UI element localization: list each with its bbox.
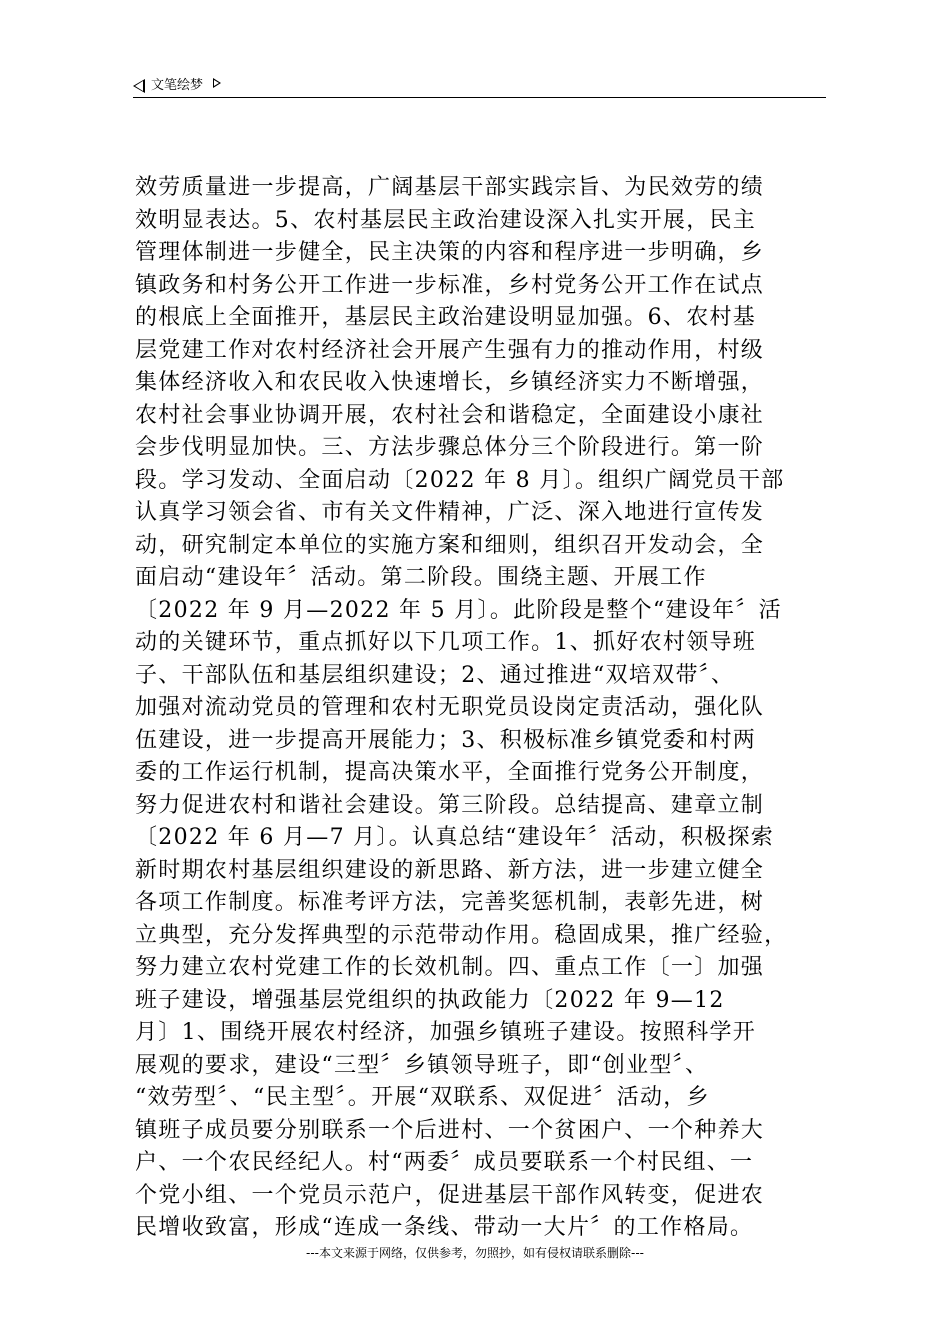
body-line: 动的关键环节，重点抓好以下几项工作。1、抓好农村领导班: [135, 630, 757, 655]
body-line: 面启动“建设年〞活动。第二阶段。围绕主题、开展工作: [135, 565, 707, 590]
body-line: 效明显表达。5、农村基层民主政治建设深入扎实开展，民主: [135, 207, 757, 233]
body-line: 立典型，充分发挥典型的示范带动作用。稳固成果，推广经验，: [135, 922, 788, 948]
body-line: 加强对流动党员的管理和农村无职党员设岗定责活动，强化队: [135, 695, 765, 720]
left-triangle-icon: [133, 79, 145, 93]
body-line: 层党建工作对农村经济社会开展产生强有力的推动作用，村级: [135, 337, 765, 363]
body-line: 子、干部队伍和基层组织建设；2、通过推进“双培双带〞、: [135, 662, 735, 688]
header-title: 文笔绘梦: [151, 78, 204, 93]
document-body: [135, 172, 835, 1245]
body-line: 伍建设，进一步提高开展能力；3、积极标准乡镇党委和村两: [135, 727, 757, 753]
body-line: 认真学习领会省、市有关文件精神，广泛、深入地进行宣传发: [135, 500, 765, 525]
body-line: 个党小组、一个党员示范户，促进基层干部作风转变，促进农: [135, 1182, 765, 1208]
body-line: 民增收致富，形成“连成一条线、带动一大片〞的工作格局。: [135, 1215, 754, 1240]
body-line: 户、一个农民经纪人。村“两委〞成员要联系一个村民组、一: [135, 1150, 754, 1175]
body-line: 集体经济收入和农民收入快速增长，乡镇经济实力不断增强，: [135, 370, 765, 395]
page-footer: ---本文来源于网络，仅供参考，勿照抄，如有侵权请联系删除---: [306, 1246, 644, 1260]
body-line: 〔2022 年 6 月—7 月〕。认真总结“建设年〞活动，积极探索: [135, 825, 775, 850]
right-triangle-icon: [213, 78, 221, 88]
body-line: 管理体制进一步健全，民主决策的内容和程序进一步明确，乡: [135, 240, 765, 265]
body-line: 的根底上全面推开，基层民主政治建设明显加强。6、农村基: [135, 305, 757, 330]
body-line: “效劳型〞、“民主型〞。开展“双联系、双促进〞活动，乡: [135, 1085, 710, 1110]
body-line: 各项工作制度。标准考评方法，完善奖惩机制，表彰先进，树: [135, 890, 765, 915]
body-line: 动，研究制定本单位的实施方案和细则，组织召开发动会，全: [135, 532, 765, 558]
body-line: 农村社会事业协调开展，农村社会和谐稳定，全面建设小康社: [135, 402, 765, 428]
body-line: 新时期农村基层组织建设的新思路、新方法，进一步建立健全: [135, 857, 765, 883]
body-line: 月〕1、围绕开展农村经济，加强乡镇班子建设。按照科学开: [135, 1020, 757, 1045]
body-line: 委的工作运行机制，提高决策水平，全面推行党务公开制度，: [135, 760, 765, 785]
body-line: 展观的要求，建设“三型〞乡镇领导班子，即“创业型〞、: [135, 1052, 709, 1078]
body-line: 会步伐明显加快。三、方法步骤总体分三个阶段进行。第一阶: [135, 435, 765, 460]
body-line: 班子建设，增强基层党组织的执政能力〔2022 年 9—12: [135, 987, 725, 1013]
body-line: 段。学习发动、全面启动〔2022 年 8 月〕。组织广阔党员干部: [135, 467, 785, 493]
page-header: [133, 76, 221, 96]
header-rule: [133, 97, 826, 98]
body-line: 〔2022 年 9 月—2022 年 5 月〕。此阶段是整个“建设年〞活: [135, 597, 782, 623]
body-line: 效劳质量进一步提高，广阔基层干部实践宗旨、为民效劳的绩: [135, 175, 765, 200]
body-line: 镇班子成员要分别联系一个后进村、一个贫困户、一个种养大: [135, 1117, 765, 1143]
body-line: 镇政务和村务公开工作进一步标准，乡村党务公开工作在试点: [135, 272, 765, 298]
body-line: 努力促进农村和谐社会建设。第三阶段。总结提高、建章立制: [135, 792, 765, 818]
body-line: 努力建立农村党建工作的长效机制。四、重点工作〔一〕加强: [135, 955, 765, 980]
